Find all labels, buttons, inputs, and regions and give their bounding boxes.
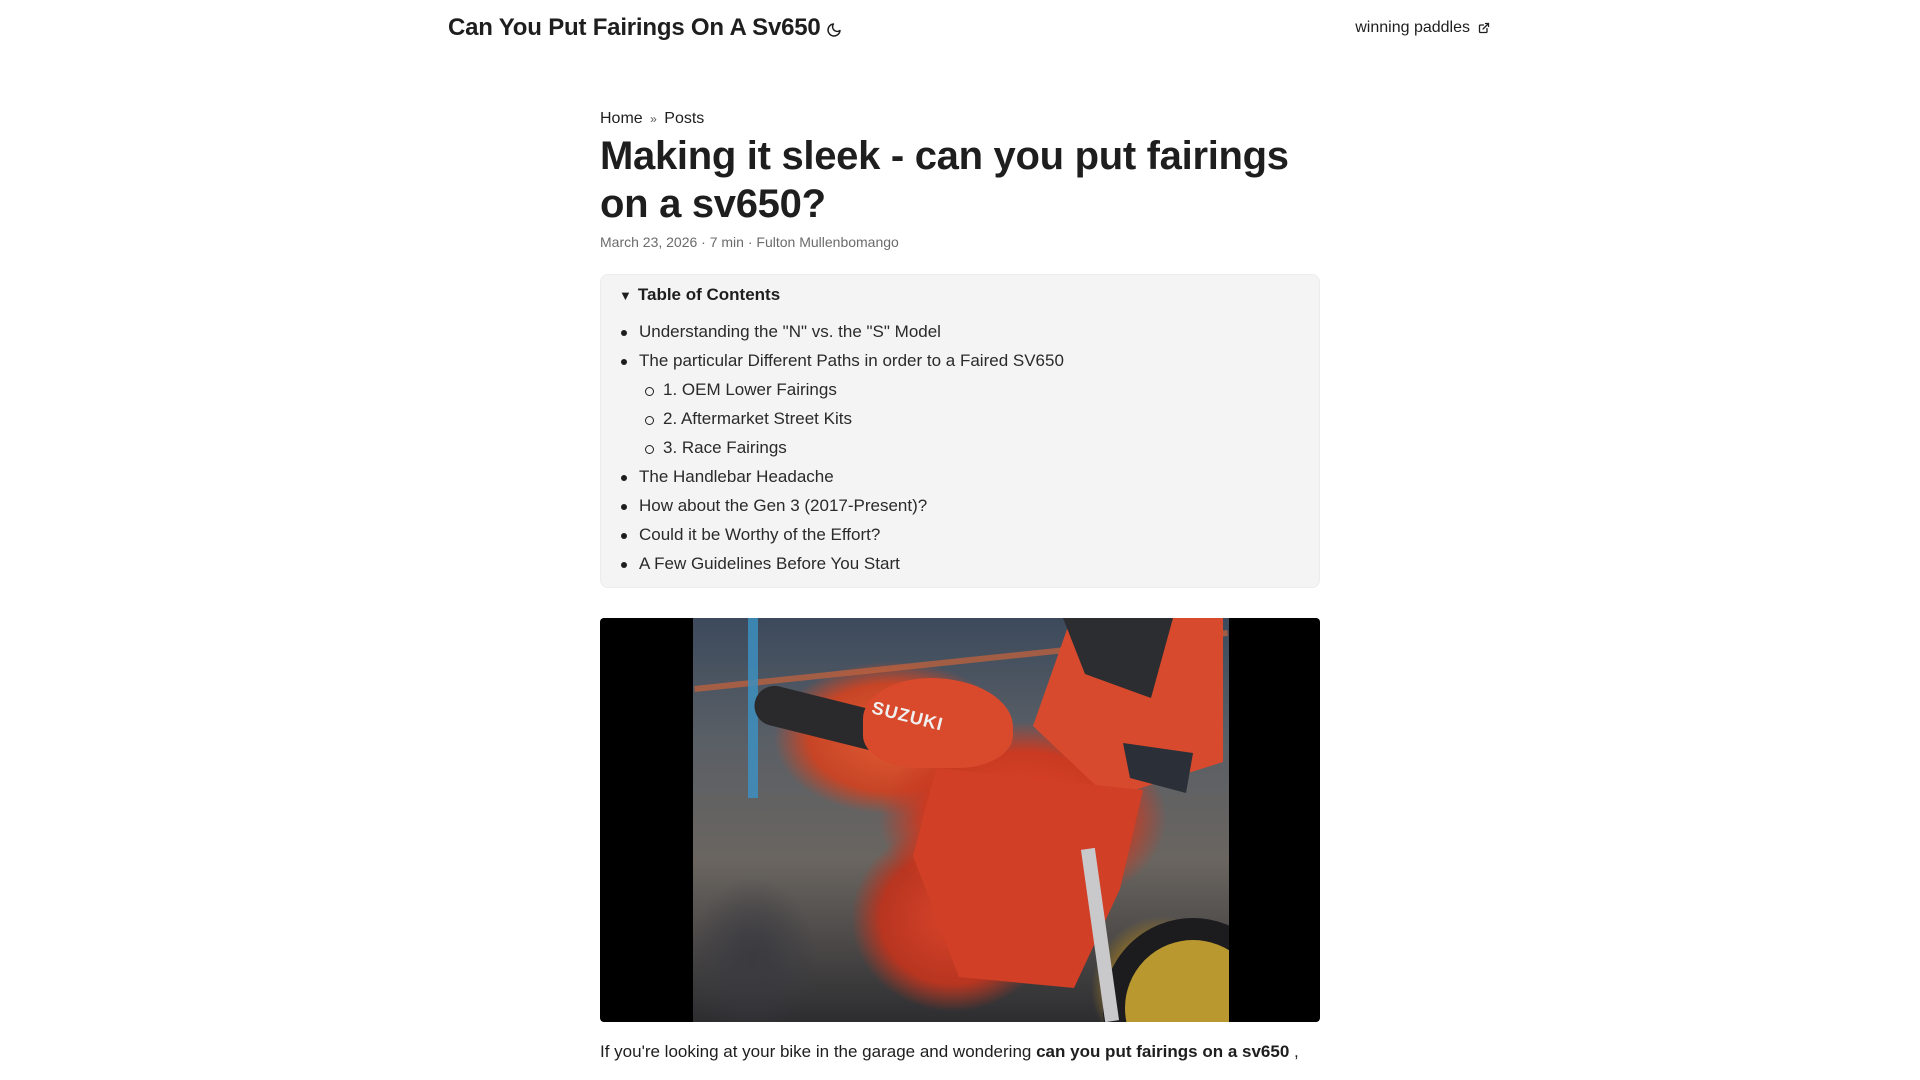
motorcycle-photo [693, 618, 1229, 1022]
external-link-icon [1478, 22, 1490, 34]
toc-link-oem-lower[interactable]: 1. OEM Lower Fairings [663, 380, 837, 399]
toc-link-aftermarket[interactable]: 2. Aftermarket Street Kits [663, 409, 852, 428]
post-title: Making it sleek - can you put fairings on a sv650? [600, 134, 1289, 226]
toc-item [619, 491, 1064, 520]
post-meta: March 23, 2026 · 7 min · Fulton Mullenbomango [600, 234, 899, 250]
intro-paragraph: If you're looking at your bike in the garage and wondering can you put fairings on a sv650 , [600, 1042, 1299, 1061]
intro-keyword: can you put fairings on a sv650 [1036, 1042, 1290, 1061]
toc-link-different-paths[interactable]: The particular Different Paths in order to a Faired SV650 [639, 351, 1064, 370]
toc-item [619, 520, 1064, 549]
moon-icon [826, 22, 842, 38]
toc-link-handlebar[interactable]: The Handlebar Headache [639, 467, 834, 486]
toc-toggle[interactable] [619, 285, 780, 305]
breadcrumb-separator: » [650, 112, 657, 126]
table-of-contents [600, 274, 1320, 588]
toc-link-worthy[interactable]: Could it be Worthy of the Effort? [639, 525, 881, 544]
triangle-down-icon: ▼ [619, 287, 632, 303]
toc-link-gen3[interactable]: How about the Gen 3 (2017-Present)? [639, 496, 928, 515]
suzuki-logo: SUZUKI [869, 697, 946, 735]
toc-subitem [619, 404, 1064, 433]
toc-link-race[interactable]: 3. Race Fairings [663, 438, 787, 457]
toc-link-n-vs-s[interactable]: Understanding the "N" vs. the "S" Model [639, 322, 941, 341]
toc-item [619, 317, 1064, 346]
site-header [0, 0, 1920, 60]
toc-subitem [619, 375, 1064, 404]
breadcrumb-posts[interactable]: Posts [664, 110, 705, 127]
toc-item [619, 346, 1064, 375]
breadcrumb [600, 110, 704, 128]
toc-list [619, 317, 1064, 578]
toc-item [619, 462, 1064, 491]
winning-paddles-label: winning paddles [1355, 19, 1470, 36]
breadcrumb-home[interactable]: Home [600, 110, 643, 127]
site-title-link[interactable]: Can You Put Fairings On A Sv650 [448, 14, 821, 41]
theme-toggle-button[interactable] [824, 20, 844, 40]
winning-paddles-link[interactable] [1355, 19, 1490, 37]
toc-subitem [619, 433, 1064, 462]
toc-link-guidelines[interactable]: A Few Guidelines Before You Start [639, 554, 900, 573]
toc-item [619, 549, 1064, 578]
cover-image [600, 618, 1320, 1022]
toc-title: Table of Contents [637, 285, 781, 304]
